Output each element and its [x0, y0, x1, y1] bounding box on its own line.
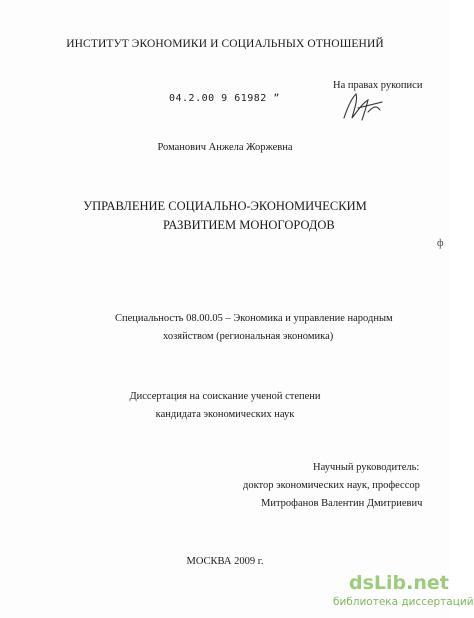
thesis-title-line-2: РАЗВИТИЕМ МОНОГОРОДОВ [163, 218, 335, 232]
registration-stamp [169, 93, 280, 104]
supervisor-degree: доктор экономических наук, профессор [243, 480, 420, 491]
watermark-brand-dot: . [406, 572, 414, 594]
watermark-brand-left: dsLib [349, 572, 407, 594]
rights-note: На правах рукописи [333, 80, 423, 91]
supervisor-name: Митрофанов Валентин Дмитриевич [261, 498, 423, 509]
author-name: Романович Анжела Жоржевна [157, 142, 293, 153]
stamp-tick-mark: ˮ [266, 93, 280, 104]
dissertation-line-1: Диссертация на соискание ученой степени [129, 391, 321, 402]
watermark-logo [349, 572, 449, 594]
city-year: МОСКВА 2009 г. [186, 556, 264, 567]
institute-name: ИНСТИТУТ ЭКОНОМИКИ И СОЦИАЛЬНЫХ ОТНОШЕНИЙ [66, 38, 384, 50]
watermark-subtitle: библиотека диссертаций [333, 596, 474, 608]
margin-mark: ф [437, 238, 444, 249]
handwritten-signature [338, 88, 388, 128]
watermark-brand-right: net [413, 572, 449, 594]
thesis-title-line-1: УПРАВЛЕНИЕ СОЦИАЛЬНО-ЭКОНОМИЧЕСКИМ [83, 199, 367, 213]
supervisor-label: Научный руководитель: [313, 462, 420, 473]
stamp-number: 04.2.00 9 61982 [169, 93, 267, 104]
specialty-line-1: Специальность 08.00.05 – Экономика и управление народным [115, 313, 393, 324]
dissertation-line-2: кандидата экономических наук [155, 409, 295, 420]
specialty-line-2: хозяйством (региональная экономика) [163, 331, 334, 342]
